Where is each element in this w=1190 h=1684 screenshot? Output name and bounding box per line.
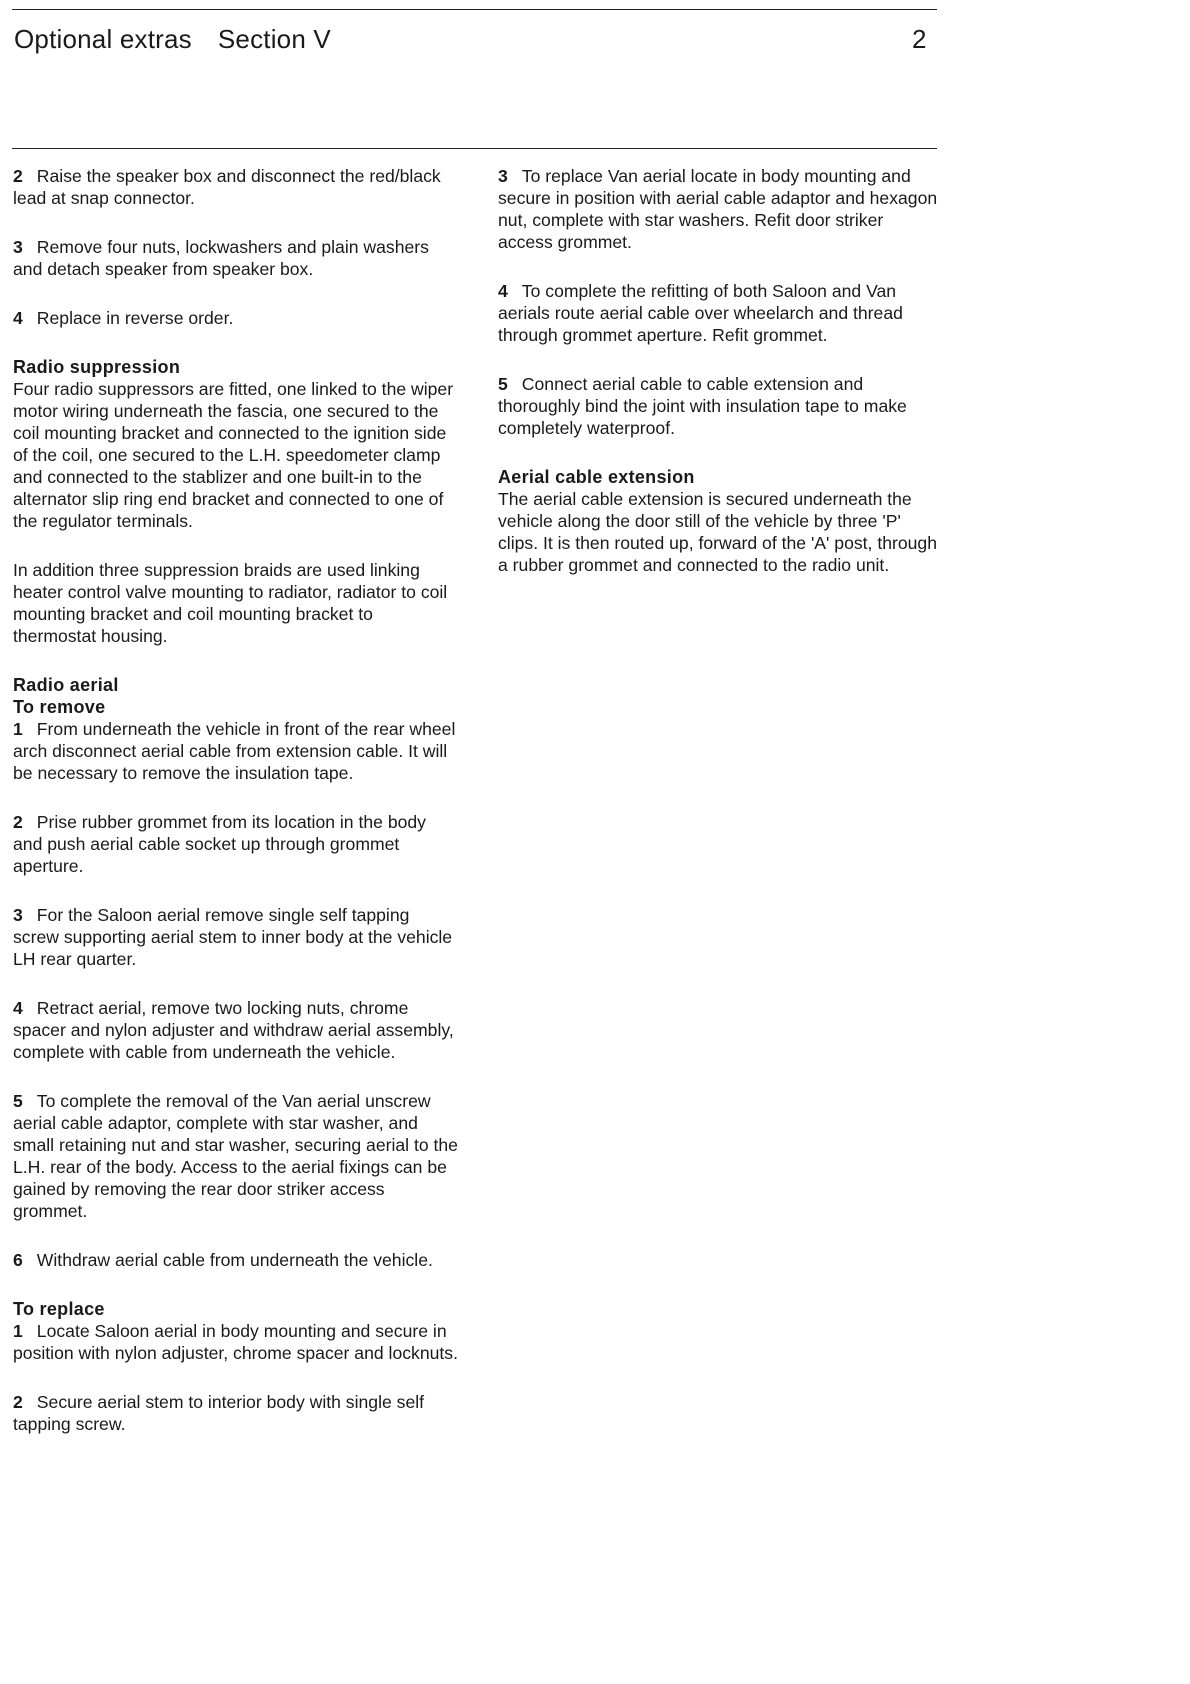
step-remove-1 [13,718,458,784]
header-bottom-rule [12,148,937,149]
heading-to-remove: To remove [13,697,106,717]
step-text: Replace in reverse order. [36,308,234,328]
step-number: 3 [498,166,508,186]
step-number: 4 [498,281,508,301]
heading-aerial-cable-extension: Aerial cable extension [498,467,695,487]
heading-to-replace: To replace [13,1299,105,1319]
step-replace-3 [498,165,938,253]
step-text: From underneath the vehicle in front of the rear wheel arch disconnect aerial cable from extension cable. It will be necessary to remove the insulation tape. [13,719,456,783]
step-replace-5 [498,373,938,439]
paragraph-cable-extension: The aerial cable extension is secured underneath the vehicle along the door still of the vehicle by three 'P' clips. It is then routed up, forward of the 'A' post, through a rubber grommet and connected to the radio unit. [498,489,937,575]
step-speaker-4 [13,307,458,329]
step-number: 6 [13,1250,23,1270]
step-text: For the Saloon aerial remove single self tapping screw supporting aerial stem to inner body at the vehicle LH rear quarter. [13,905,453,969]
step-number: 1 [13,719,23,739]
heading-radio-suppression: Radio suppression [13,357,181,377]
paragraph-suppressors: Four radio suppressors are fitted, one linked to the wiper motor wiring underneath the fascia, one secured to the coil mounting bracket and connected to the ignition side of the coil, one secured to the L.H. speedometer clamp and connected to the stablizer and one built-in to the alternator slip ring end bracket and connected to one of the regulator terminals. [13,379,454,531]
step-remove-6 [13,1249,458,1271]
step-number: 2 [13,1392,23,1412]
step-text: Secure aerial stem to interior body with single self tapping screw. [13,1392,425,1434]
step-text: Prise rubber grommet from its location in the body and push aerial cable socket up through grommet aperture. [13,812,426,876]
step-text: Withdraw aerial cable from underneath the vehicle. [36,1250,433,1270]
step-remove-3 [13,904,458,970]
header-section: Section V [217,24,331,54]
step-number: 3 [13,905,23,925]
step-text: To complete the refitting of both Saloon and Van aerials route aerial cable over wheelarch and thread through grommet aperture. Refit grommet. [498,281,903,345]
step-remove-5 [13,1090,458,1222]
step-number: 4 [13,998,23,1018]
header-title: Optional extras [14,24,192,54]
step-text: Remove four nuts, lockwashers and plain washers and detach speaker from speaker box. [13,237,429,279]
step-remove-2 [13,811,458,877]
step-replace-1 [13,1320,458,1364]
step-number: 2 [13,812,23,832]
step-number: 1 [13,1321,23,1341]
step-speaker-3 [13,236,458,280]
header-top-rule [12,9,937,10]
step-replace-2 [13,1391,458,1435]
step-text: To replace Van aerial locate in body mounting and secure in position with aerial cable adaptor and hexagon nut, complete with star washers. Refit door striker access grommet. [498,166,938,252]
step-text: To complete the removal of the Van aerial unscrew aerial cable adaptor, complete with star washer, and small retaining nut and star washer, securing aerial to the L.H. rear of the body. Access to the aerial fixings can be gained by removing the rear door striker access grommet. [13,1091,458,1221]
step-text: Connect aerial cable to cable extension and thoroughly bind the joint with insulation tape to make completely waterproof. [498,374,907,438]
step-number: 4 [13,308,23,328]
step-text: Retract aerial, remove two locking nuts, chrome spacer and nylon adjuster and withdraw aerial assembly, complete with cable from underneath the vehicle. [13,998,454,1062]
step-speaker-2 [13,165,458,209]
step-replace-4 [498,280,938,346]
step-text: Raise the speaker box and disconnect the red/black lead at snap connector. [13,166,441,208]
step-text: Locate Saloon aerial in body mounting and secure in position with nylon adjuster, chrome spacer and locknuts. [13,1321,458,1363]
page-number: 2 [912,24,927,54]
heading-radio-aerial: Radio aerial [13,675,119,695]
page-header [14,24,331,55]
right-column [498,165,938,603]
paragraph-braids: In addition three suppression braids are used linking heater control valve mounting to radiator, radiator to coil mounting bracket and coil mounting bracket to thermostat housing. [13,560,448,646]
step-number: 2 [13,166,23,186]
left-column [13,165,458,1462]
step-remove-4 [13,997,458,1063]
step-number: 5 [498,374,508,394]
step-number: 3 [13,237,23,257]
step-number: 5 [13,1091,23,1111]
